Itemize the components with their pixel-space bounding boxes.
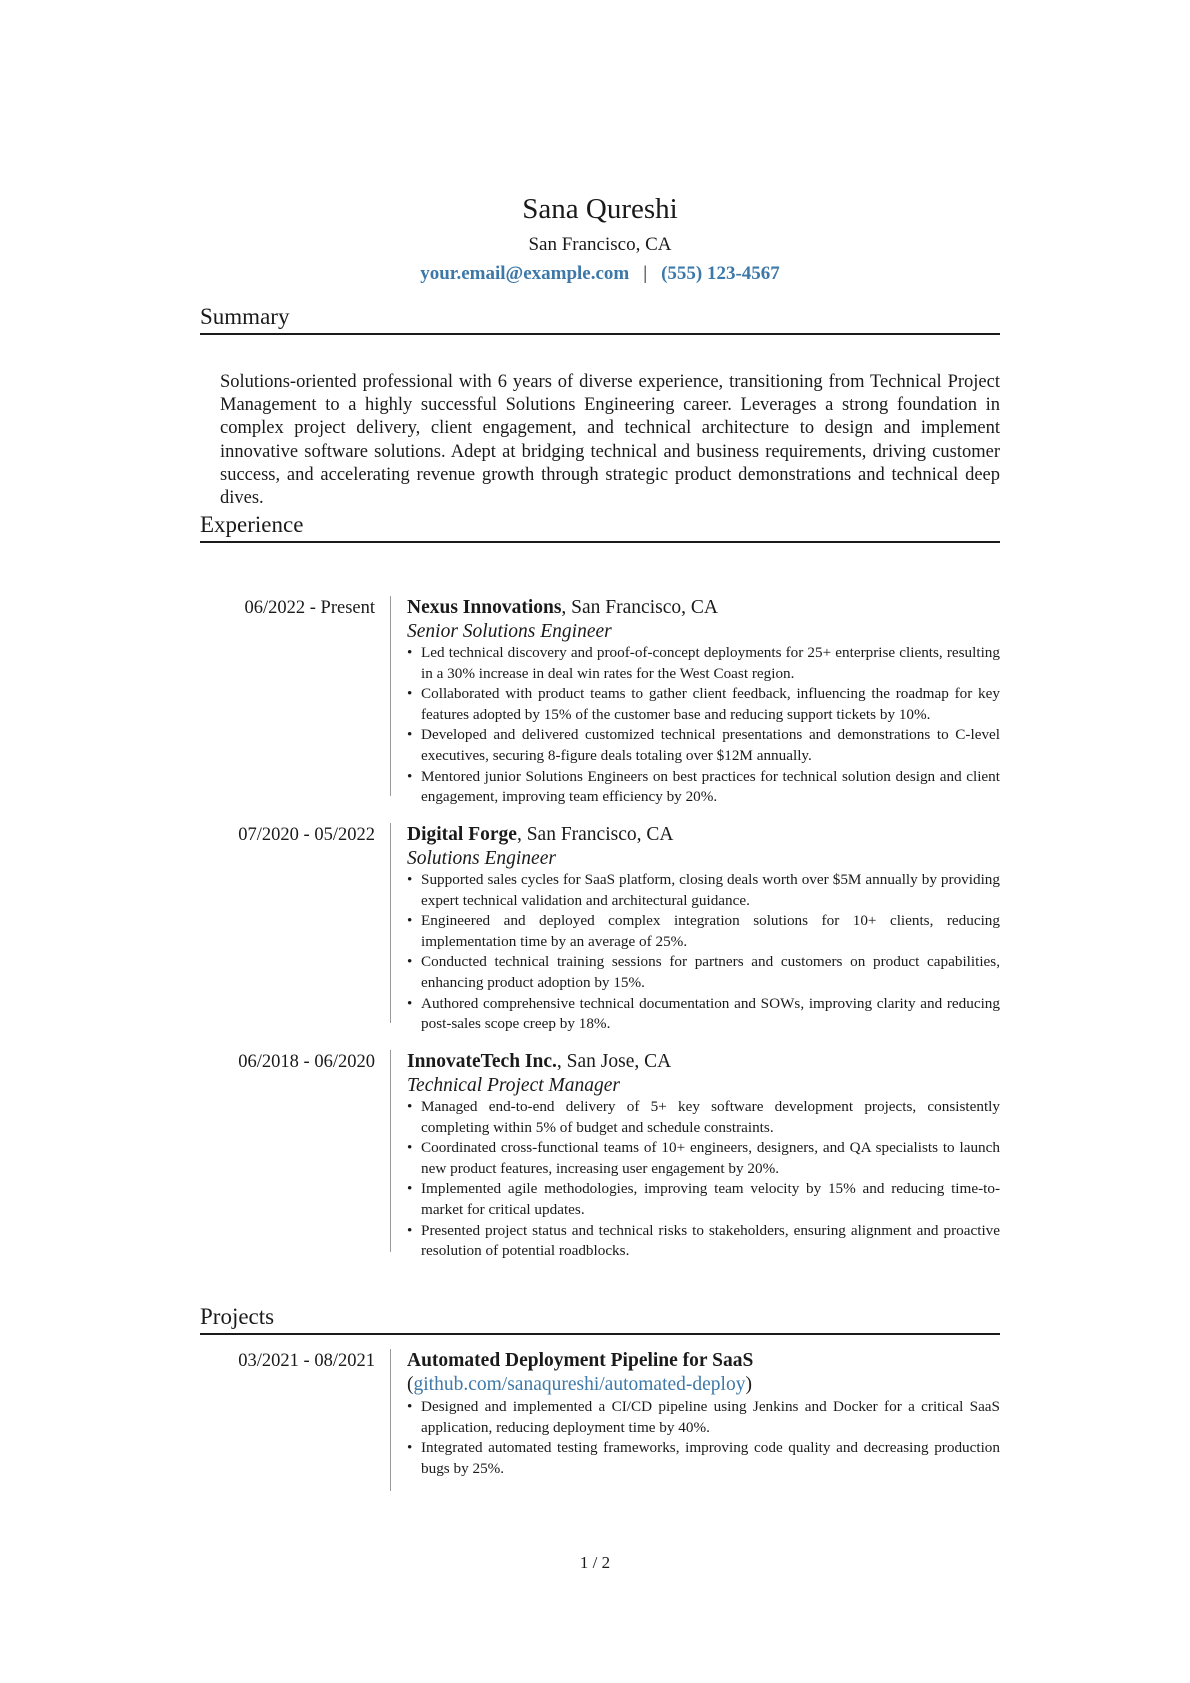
list-item: • Developed and delivered customized technical presentations and demonstrations to C-level executives, securing 8-figure deals totaling over $12M annually. [407,725,1000,766]
achievement-list [407,1097,1000,1262]
achievement-list [407,1397,1000,1479]
entry-organization [407,823,1000,847]
list-item: • Conducted technical training sessions for partners and customers on product capabilities, enhancing product adoption by 15%. [407,952,1000,993]
candidate-name: Sana Qureshi [522,193,678,225]
achievement-list [407,870,1000,1035]
contact-line [200,262,1000,286]
entry-content [407,1050,1000,1262]
entry-date: 03/2021 - 08/2021 [238,1351,375,1371]
project-link[interactable]: github.com/sanaqureshi/automated-deploy [413,1374,746,1395]
company-location: , San Francisco, CA [561,597,718,618]
company-name: Digital Forge [407,824,517,845]
contact-separator: | [643,263,648,284]
job-title: Solutions Engineer [407,848,556,869]
timeline-divider [390,1050,391,1252]
entry-content [407,1349,1000,1479]
entry-content [407,596,1000,808]
company-name: Nexus Innovations [407,597,562,618]
summary-text: Solutions-oriented professional with 6 years of diverse experience, transitioning from Technical Project Management to a highly successful Solutions Engineering career. Leverages a strong foundation in complex project delivery, client engagement, and technical architecture to design and implement innovative software solutions. Adept at bridging technical and business requirements, driving customer success, and accelerating revenue growth through strategic product demonstrations and technical deep dives. [220,372,1000,509]
timeline-divider [390,596,391,796]
experience-heading: Experience [200,511,1000,543]
paren-open: ( [407,1374,414,1395]
timeline-divider [390,1349,391,1491]
company-location: , San Francisco, CA [516,824,674,845]
paren-close: ) [745,1374,752,1395]
achievement-list [407,643,1000,808]
list-item: • Implemented agile methodologies, improving team velocity by 15% and reducing time-to-market for critical updates. [407,1179,1000,1220]
list-item: • Integrated automated testing frameworks, improving code quality and decreasing production bugs by 25%. [407,1438,1000,1479]
project-heading [407,1349,1000,1397]
list-item: • Designed and implemented a CI/CD pipeline using Jenkins and Docker for a critical SaaS application, reducing deployment time by 40%. [407,1397,1000,1438]
timeline-divider [390,823,391,1023]
entry-date: 06/2022 - Present [244,598,375,618]
list-item: • Managed end-to-end delivery of 5+ key software development projects, consistently completing within 5% of budget and schedule constraints. [407,1097,1000,1138]
company-name: InnovateTech Inc. [407,1051,557,1072]
entry-date: 07/2020 - 05/2022 [238,825,375,845]
entry-content [407,823,1000,1035]
list-item: • Engineered and deployed complex integration solutions for 10+ clients, reducing implementation time by an average of 25%. [407,911,1000,952]
entry-organization [407,596,1000,620]
company-location: , San Jose, CA [556,1051,672,1072]
projects-heading: Projects [200,1303,1000,1335]
list-item: • Collaborated with product teams to gather client feedback, influencing the roadmap for key features adopted by 15% of the customer base and reducing support tickets by 10%. [407,684,1000,725]
list-item: • Supported sales cycles for SaaS platform, closing deals worth over $5M annually by providing expert technical validation and architectural guidance. [407,870,1000,911]
entry-date: 06/2018 - 06/2020 [238,1052,375,1072]
list-item: • Coordinated cross-functional teams of 10+ engineers, designers, and QA specialists to launch new product features, increasing user engagement by 20%. [407,1138,1000,1179]
list-item: • Led technical discovery and proof-of-concept deployments for 25+ enterprise clients, resulting in a 30% increase in deal win rates for the West Coast region. [407,643,1000,684]
entry-organization [407,1050,1000,1074]
job-title: Technical Project Manager [407,1075,621,1096]
summary-heading: Summary [200,303,1000,335]
job-title: Senior Solutions Engineer [407,621,612,642]
phone-link[interactable]: (555) 123-4567 [661,263,780,284]
project-title: Automated Deployment Pipeline for SaaS [407,1350,754,1371]
list-item: • Authored comprehensive technical documentation and SOWs, improving clarity and reducing post-sales scope creep by 18%. [407,994,1000,1035]
candidate-location: San Francisco, CA [528,234,672,255]
list-item: • Mentored junior Solutions Engineers on best practices for technical solution design and client engagement, improving team efficiency by 20%. [407,767,1000,808]
page-number: 1 / 2 [579,1553,611,1572]
email-link[interactable]: your.email@example.com [420,263,630,284]
list-item: • Presented project status and technical risks to stakeholders, ensuring alignment and proactive resolution of potential roadblocks. [407,1221,1000,1262]
